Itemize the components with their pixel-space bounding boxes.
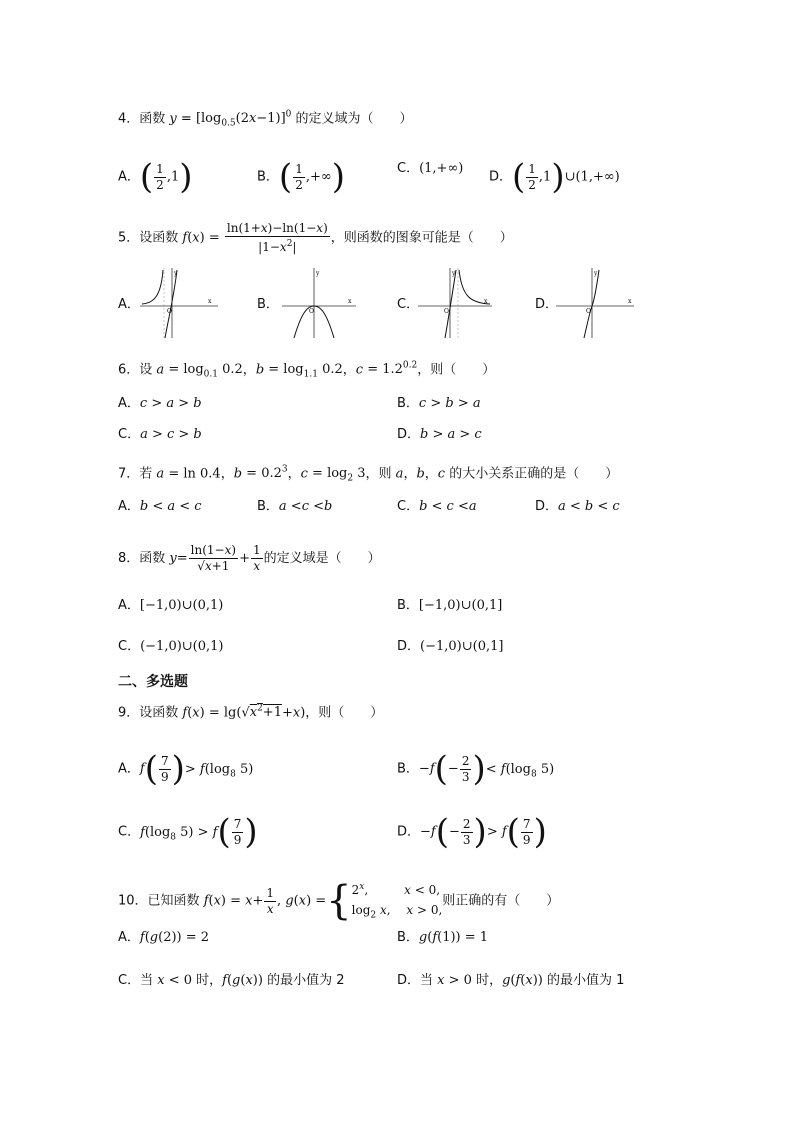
q5-option-d-label: D． — [535, 297, 559, 312]
q4-stem: 4．函数 $y = [\log_{0.5}(2x-1)]^0$ 的定义域为（ ） — [118, 110, 413, 129]
q10-option-c: C．当 x < 0 时，f(g(x)) 的最小值为 2 — [118, 973, 345, 988]
svg-text:y: y — [594, 270, 598, 277]
svg-text:y: y — [452, 270, 456, 277]
svg-text:x: x — [208, 298, 212, 305]
q10-option-b: B．g(f(1)) = 1 — [397, 930, 489, 945]
q5-graph-b — [282, 266, 358, 340]
q5-option-c-label: C． — [397, 297, 420, 312]
q4-option-d: D．( $\frac{1}{2}$ ,1)∪(1,+∞) — [489, 157, 620, 197]
q10-option-d: D．当 x > 0 时，g(f(x)) 的最小值为 1 — [397, 973, 625, 988]
question-8: 8．函数 y= $\frac{\ln(1-x)}{√x+1}$ + $\frac{1}{x}$ 的定义域是（ ） — [118, 543, 381, 573]
question-6: 6．设 $a = \log_{0.1} 0.2$，$b = \log_{1.1} 0.2$，$c = 1.2^{0.2}$，则（ ） — [118, 361, 496, 380]
svg-text:O: O — [309, 308, 314, 315]
q9-option-a: A．f( $\frac{7}{9}$ )> $f(\log_8$ 5) — [118, 749, 254, 789]
q8-option-c: C．(−1,0)∪(0,1) — [118, 639, 224, 654]
q9-option-d: D．−f(− $\frac{2}{3}$ )> f( $\frac{7}{9}$ ) — [397, 812, 547, 852]
q5-graph-d — [556, 266, 636, 340]
svg-text:O: O — [444, 308, 449, 315]
q5-option-a-label: A． — [118, 297, 140, 312]
q6-option-c: C．a > c > b — [118, 427, 202, 442]
q6-option-b: B．c > b > a — [397, 396, 481, 411]
svg-text:x: x — [628, 298, 632, 305]
q7-option-b: B．a <c <b — [257, 499, 333, 514]
q10-option-a: A．f(g(2)) = 2 — [118, 930, 210, 945]
q7-option-d: D．a < b < c — [535, 499, 620, 514]
q5-option-b-label: B． — [257, 297, 279, 312]
q4-option-c: C．(1,+∞) — [397, 161, 464, 176]
q5-graph-a — [140, 266, 220, 340]
q6-option-a: A．c > a > b — [118, 396, 202, 411]
q4-option-b: B．( $\frac{1}{2}$ ,+∞) — [257, 157, 345, 197]
q5-graph-c — [418, 266, 494, 340]
question-10: 10．已知函数 f(x) = x+ $\frac{1}{x}$ , g(x) ={ 2$^x$, x < 0, $\log_2 x$, x > 0, 则正确的有（ ） — [118, 878, 560, 925]
question-9: 9．设函数 $f(x) = \lg(√x^2+1+x)$，则（ ） — [118, 704, 384, 721]
q4-option-a: A．( $\frac{1}{2}$ ,1) — [118, 157, 193, 197]
q7-option-a: A．b < a < c — [118, 499, 202, 514]
q8-option-a: A．[−1,0)∪(0,1) — [118, 598, 224, 613]
section-title-multiple-choice: 二、多选题 — [118, 674, 188, 690]
q8-option-b: B．[−1,0)∪(0,1] — [397, 598, 503, 613]
svg-text:x: x — [348, 298, 352, 305]
question-4 — [118, 106, 413, 133]
svg-text:y: y — [174, 270, 178, 277]
q8-option-d: D．(−1,0)∪(0,1] — [397, 639, 504, 654]
q7-option-c: C．b < c <a — [397, 499, 477, 514]
svg-text:x: x — [484, 298, 488, 305]
svg-text:O: O — [167, 308, 172, 315]
q6-option-d: D．b > a > c — [397, 427, 482, 442]
question-5: 5．设函数 f(x) = $\frac{\ln(1+x)-\ln(1-x)}{|1-x^2|}$ ，则函数的图象可能是（ ） — [118, 221, 513, 254]
question-7: 7．若 a = ln 0.4，$b = 0.2^3$，$c = \log_2 3$，则 a，b，c 的大小关系正确的是（ ） — [118, 465, 619, 484]
q9-option-c: C．$f(\log_8$ 5) > f( $\frac{7}{9}$ ) — [118, 812, 258, 852]
q9-option-b: B．−f(− $\frac{2}{3}$ )< $f(\log_8$ 5) — [397, 749, 555, 789]
svg-text:y: y — [316, 270, 320, 277]
svg-text:O: O — [586, 308, 591, 315]
